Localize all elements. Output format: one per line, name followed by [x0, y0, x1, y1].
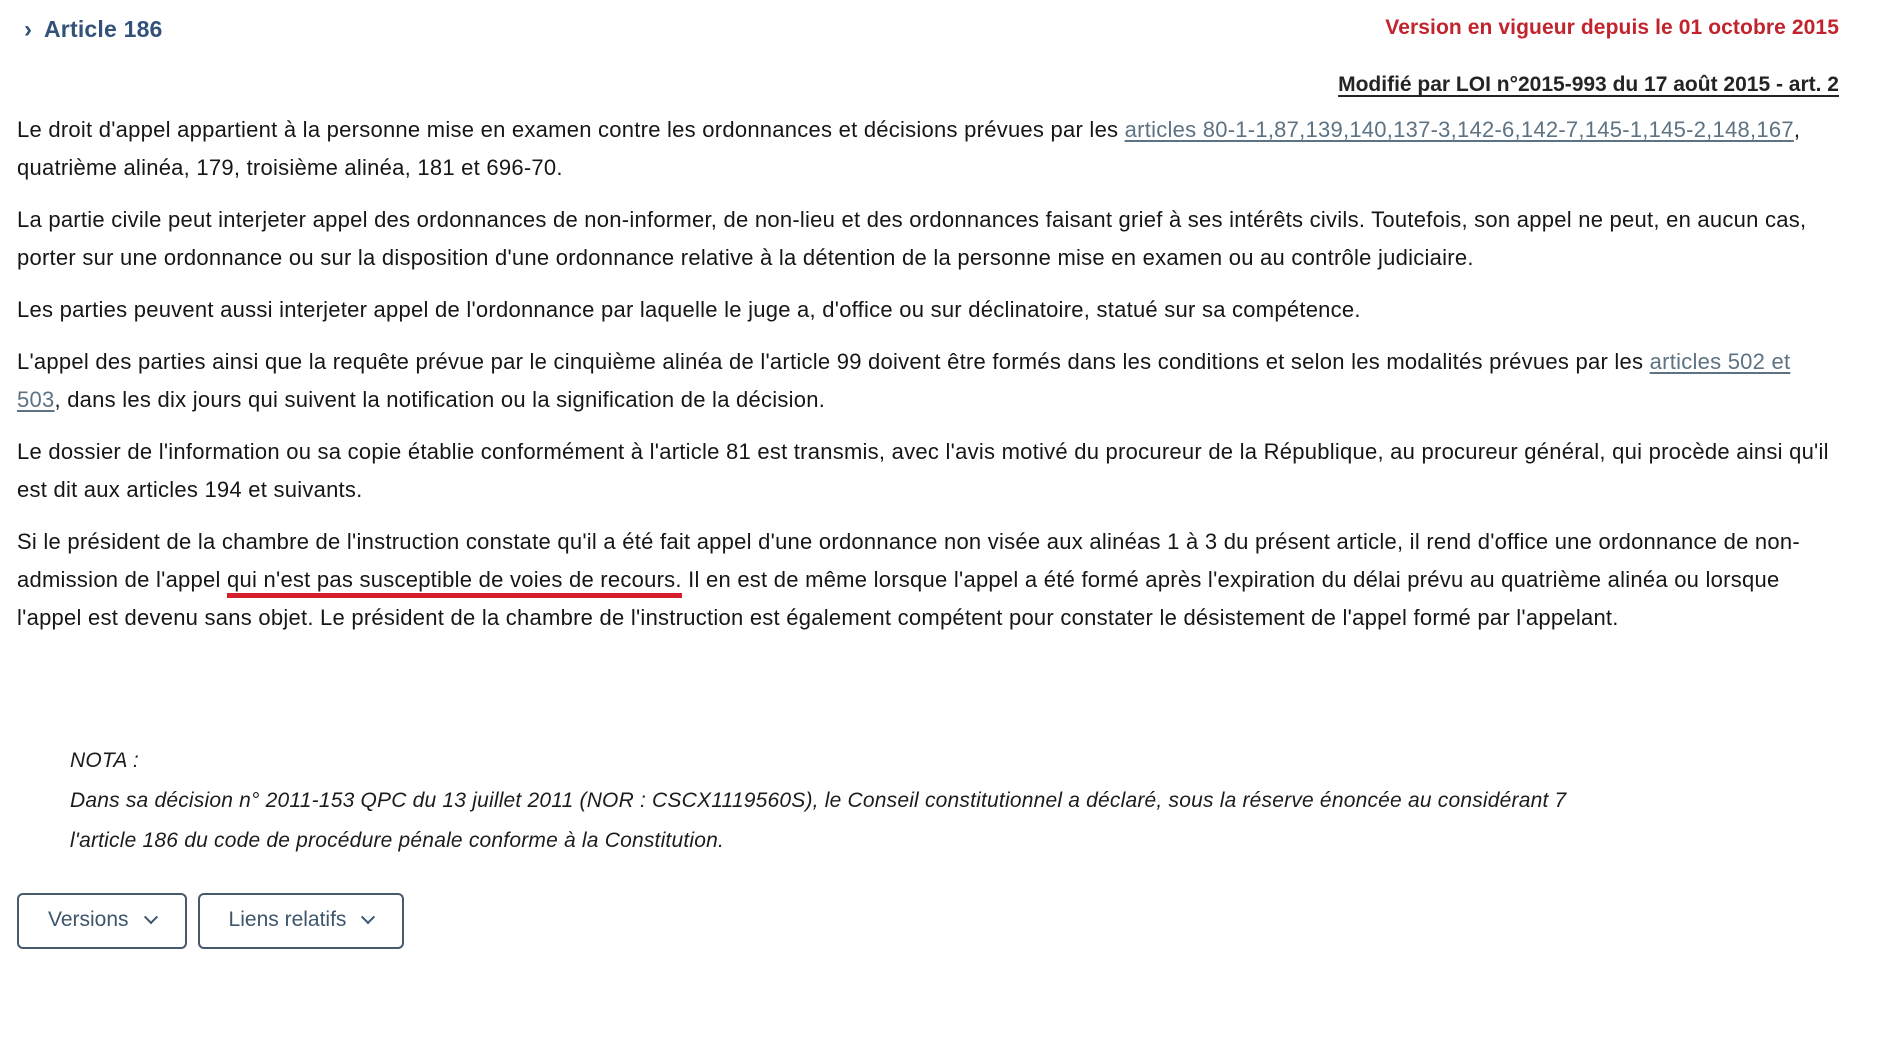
article-header — [17, 16, 1839, 97]
chevron-right-icon: › — [24, 16, 32, 43]
article-paragraph-1 — [17, 111, 1839, 187]
article-paragraph-2 — [17, 201, 1839, 277]
paragraph-text: La partie civile peut interjeter appel des ordonnances de non-informer, de non-lieu et des ordonnances faisant grief à ses intérêts civils. Toutefois, son appel ne peut, en aucun cas, porter sur une ordonnance ou sur la disposition d'une ordonnance relative à la détention de la personne mise en examen ou au contrôle judiciaire. — [17, 207, 1807, 270]
liens-relatifs-button[interactable] — [198, 893, 405, 949]
liens-relatifs-button-label: Liens relatifs — [228, 908, 347, 931]
version-status: Version en vigueur depuis le 01 octobre 2015 — [1385, 16, 1839, 39]
article-body — [17, 111, 1839, 637]
chevron-down-icon — [361, 910, 375, 924]
versions-button-label: Versions — [48, 908, 129, 931]
nota-line: l'article 186 du code de procédure pénale conforme à la Constitution. — [70, 829, 725, 852]
paragraph-text: Le dossier de l'information ou sa copie établie conformément à l'article 81 est transmis, avec l'avis motivé du procureur de la République, au procureur général, qui procède ainsi qu'il est dit aux articles 194 et suivants. — [17, 439, 1829, 502]
article-title-wrap — [17, 16, 163, 44]
nota-label: NOTA : — [70, 749, 139, 772]
paragraph-text: , dans les dix jours qui suivent la notification ou la signification de la décision. — [54, 387, 826, 412]
modification-link[interactable]: Modifié par LOI n°2015-993 du 17 août 2015 - art. 2 — [1338, 73, 1839, 96]
page-title: Article 186 — [44, 16, 163, 42]
nota-section — [70, 741, 1839, 861]
footer-buttons — [17, 893, 1839, 949]
paragraph-text: L'appel des parties ainsi que la requête prévue par le cinquième alinéa de l'article 99 doivent être formés dans les conditions et selon les modalités prévues par les — [17, 349, 1650, 374]
article-paragraph-6 — [17, 523, 1839, 637]
paragraph-text: Les parties peuvent aussi interjeter appel de l'ordonnance par laquelle le juge a, d'office ou sur déclinatoire, statué sur sa compétence. — [17, 297, 1361, 322]
paragraph-text: , quatrième alinéa, 179, troisième alinéa, 181 et 696-70. — [17, 117, 1801, 180]
article-reference-link[interactable]: articles 502 et 503 — [17, 349, 1791, 412]
chevron-down-icon — [143, 910, 157, 924]
version-meta — [1338, 16, 1839, 97]
red-underlined-phrase: qui n'est pas susceptible de voies de recours. — [227, 567, 682, 598]
nota-line: Dans sa décision n° 2011-153 QPC du 13 juillet 2011 (NOR : CSCX1119560S), le Conseil constitutionnel a déclaré, sous la réserve énoncée au considérant 7 — [70, 789, 1567, 812]
article-paragraph-3 — [17, 291, 1839, 329]
article-paragraph-5 — [17, 433, 1839, 509]
paragraph-text: Il en est de même lorsque l'appel a été formé après l'expiration du délai prévu au quatrième alinéa ou lorsque l'appel est devenu sans objet. Le président de la chambre de l'instruction est également compétent pour constater le désistement de l'appel formé par l'appelant. — [17, 567, 1780, 630]
versions-button[interactable] — [17, 893, 187, 949]
paragraph-text: Si le président de la chambre de l'instruction constate qu'il a été fait appel d'une ordonnance non visée aux alinéas 1 à 3 du présent article, il rend d'office une ordonnance de non-admission de l'appel — [17, 529, 1800, 592]
article-paragraph-4 — [17, 343, 1839, 419]
paragraph-text: Le droit d'appel appartient à la personne mise en examen contre les ordonnances et décisions prévues par les — [17, 117, 1125, 142]
article-reference-link[interactable]: articles 80-1-1,87,139,140,137-3,142-6,142-7,145-1,145-2,148,167 — [1124, 117, 1794, 142]
